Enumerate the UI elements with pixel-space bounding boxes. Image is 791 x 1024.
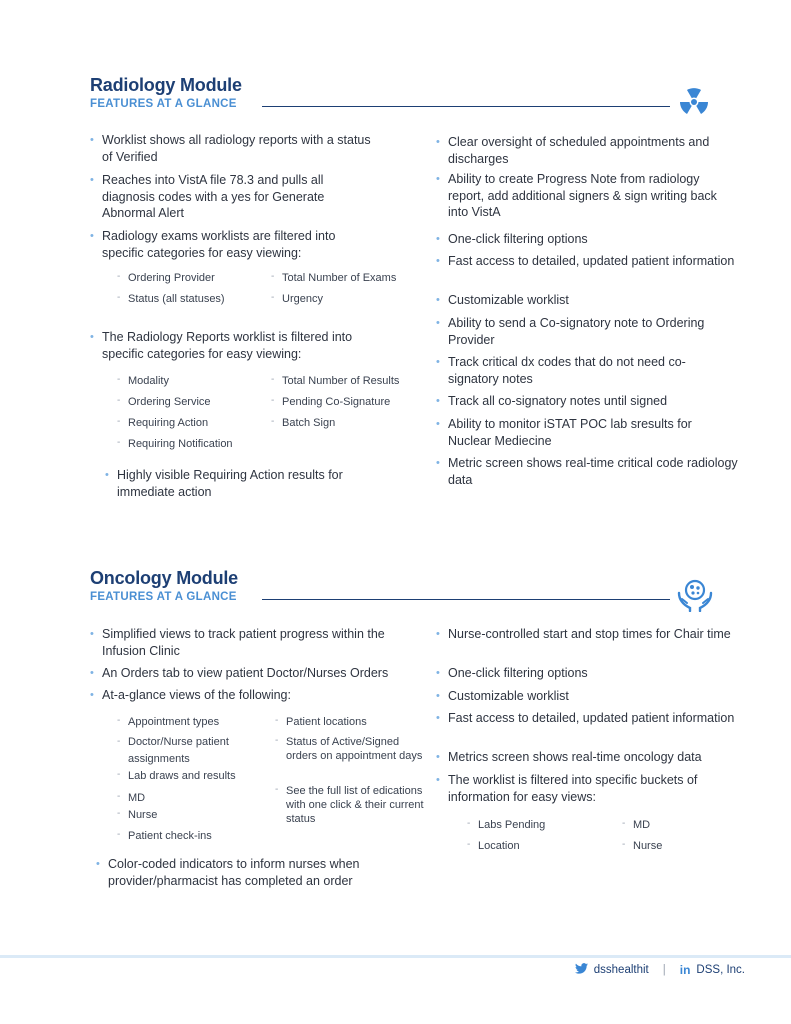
- footer-separator: |: [662, 964, 666, 976]
- sub-list-item: - Location: [467, 839, 520, 853]
- sub-list-item: - Requiring Notification: [117, 437, 233, 451]
- sub-list-item: - Lab draws and results: [117, 769, 268, 783]
- sub-list-item: - MD: [117, 791, 268, 805]
- sub-list-item: - Pending Co-Signature: [271, 395, 390, 409]
- sub-list-item: - See the full list of edications with one click & their current status: [275, 784, 436, 826]
- list-item: • Track all co-signatory notes until signed: [436, 393, 738, 410]
- list-item: • Track critical dx codes that do not need co-signatory notes: [436, 354, 728, 387]
- list-item: • Fast access to detailed, updated patient information: [436, 710, 738, 727]
- radiation-icon: [676, 84, 712, 120]
- sub-list-item: - Patient check-ins: [117, 829, 268, 843]
- sub-list-item: - Urgency: [271, 292, 323, 306]
- hands-cell-icon: [676, 576, 714, 612]
- list-item: • Worklist shows all radiology reports with a status of Verified: [90, 132, 372, 165]
- sub-list-item: - Ordering Provider: [117, 271, 215, 285]
- footer: [575, 963, 745, 977]
- list-item: • Nurse-controlled start and stop times for Chair time: [436, 626, 748, 643]
- sub-list-item: - Nurse: [622, 839, 662, 853]
- list-item: • Radiology exams worklists are filtered into specific categories for easy viewing:: [90, 228, 372, 261]
- twitter-icon[interactable]: [575, 963, 588, 977]
- list-item: • Ability to create Progress Note from radiology report, add additional signers & sign writing back into VistA: [436, 171, 738, 221]
- linkedin-name[interactable]: DSS, Inc.: [696, 964, 745, 976]
- list-item: • One-click filtering options: [436, 231, 738, 248]
- list-item: • Metrics screen shows real-time oncology data: [436, 749, 748, 766]
- oncology-divider: [262, 599, 670, 600]
- oncology-subtitle: FEATURES AT A GLANCE: [90, 591, 237, 603]
- list-item: • Ability to monitor iSTAT POC lab sresults for Nuclear Mediecine: [436, 416, 738, 449]
- sub-list-item: - Requiring Action: [117, 416, 208, 430]
- list-item: • The worklist is filtered into specific buckets of information for easy views:: [436, 772, 748, 805]
- list-item: • The Radiology Reports worklist is filtered into specific categories for easy viewing:: [90, 329, 392, 362]
- radiology-title: Radiology Module: [90, 75, 242, 95]
- list-item: • Ability to send a Co-signatory note to Ordering Provider: [436, 315, 748, 348]
- sub-list-item: - Labs Pending: [467, 818, 545, 832]
- list-item: • Highly visible Requiring Action results for immediate action: [105, 467, 387, 500]
- sub-list-item: - Modality: [117, 374, 169, 388]
- list-item: • Clear oversight of scheduled appointments and discharges: [436, 134, 738, 167]
- list-item: • Color-coded indicators to inform nurses when provider/pharmacist has completed an order: [96, 856, 408, 889]
- list-item: • Customizable worklist: [436, 688, 738, 705]
- sub-list-item: - Total Number of Exams: [271, 271, 396, 285]
- footer-divider: [0, 955, 791, 958]
- sub-list-item: - Patient locations: [275, 715, 436, 729]
- linkedin-icon[interactable]: in: [679, 963, 691, 977]
- sub-list-item: - Status of Active/Signed orders on appointment days: [275, 735, 431, 763]
- radiology-divider: [262, 106, 670, 107]
- sub-list-item: - Ordering Service: [117, 395, 211, 409]
- list-item: • Reaches into VistA file 78.3 and pulls all diagnosis codes with a yes for Generate Abnormal Alert: [90, 172, 372, 222]
- list-item: • An Orders tab to view patient Doctor/Nurses Orders: [90, 665, 432, 682]
- oncology-title: Oncology Module: [90, 568, 238, 588]
- list-item: • Simplified views to track patient progress within the Infusion Clinic: [90, 626, 397, 659]
- sub-list-item: - MD: [622, 818, 650, 832]
- list-item: • Customizable worklist: [436, 292, 738, 309]
- radiology-subtitle: FEATURES AT A GLANCE: [90, 98, 237, 110]
- sub-list-item: - Total Number of Results: [271, 374, 399, 388]
- sub-list-item: - Doctor/Nurse patient assignments: [117, 734, 268, 768]
- sub-list-item: - Nurse: [117, 808, 268, 822]
- twitter-handle[interactable]: dsshealthit: [593, 964, 649, 976]
- list-item: • One-click filtering options: [436, 665, 738, 682]
- list-item: • At-a-glance views of the following:: [90, 687, 402, 704]
- list-item: • Fast access to detailed, updated patient information: [436, 253, 738, 270]
- list-item: • Metric screen shows real-time critical code radiology data: [436, 455, 738, 488]
- sub-list-item: - Appointment types: [117, 715, 268, 729]
- sub-list-item: - Batch Sign: [271, 416, 335, 430]
- sub-list-item: - Status (all statuses): [117, 292, 225, 306]
